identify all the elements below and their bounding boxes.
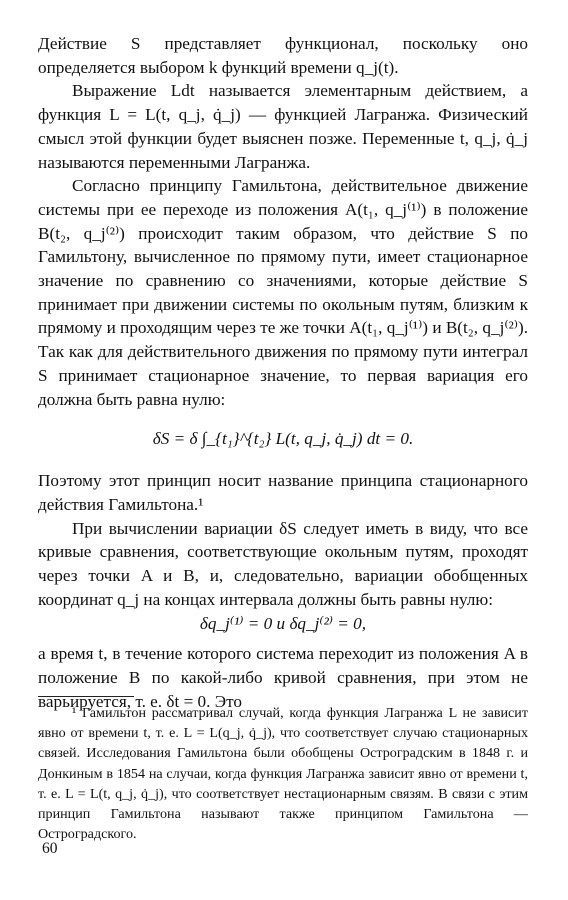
- paragraph-2: Выражение Ldt называется элементарным действием, а функция L = L(t, q_j, q̇_j) — функцией Лагранжа. Физический смысл этой функции будет выяснен позже. Переменные t, q_j, q̇_j называются переменными Лагранжа.: [38, 81, 528, 172]
- equation-hamilton-variation: δS = δ ∫_{t₁}^{t₂} L(t, q_j, q̇_j) dt = 0.: [152, 429, 414, 449]
- footnote-separator: [38, 696, 134, 697]
- equation-endpoint-variations: δq_j⁽¹⁾ = 0 и δq_j⁽²⁾ = 0,: [199, 614, 367, 634]
- paragraph-4: Поэтому этот принцип носит название принципа стационарного действия Гамильтона.¹: [38, 471, 528, 514]
- paragraph-5: При вычислении вариации δS следует иметь в виду, что все кривые сравнения, соответствующие окольным путям, проходят через точки A и B, и, следовательно, вариации обобщенных координат q_j на концах интервала должны быть равны нулю:: [38, 518, 528, 609]
- paragraph-6: а время t, в течение которого система переходит из положения A в положение B по какой-либо кривой сравнения, при этом не варьируется, т. е. δt = 0. Это: [38, 644, 528, 711]
- paragraph-3: Согласно принципу Гамильтона, действительное движение системы при ее переходе из положения A(t₁, q_j⁽¹⁾) в положение B(t₂, q_j⁽²⁾) происходит таким образом, что действие S по Гамильтону, вычисленное по прямому пути, имеет стационарное значение по сравнению со значениями, которые действие S принимает при движении системы по окольным путям, близким к прямому и проходящим через те же точки A(t₁, q_j⁽¹⁾) и B(t₂, q_j⁽²⁾). Так как для действительного движения по прямому пути интеграл S принимает стационарное значение, то первая вариация его должна быть равна нулю:: [38, 176, 528, 409]
- page-number: 60: [42, 840, 58, 857]
- main-text: [38, 32, 528, 713]
- footnote-text: ¹ Гамильтон рассматривал случай, когда функция Лагранжа L не зависит явно от времени t, т. е. L = L(q_j, q̇_j), что соответствует случаю стационарных связей. Исследования Гамильтона были обобщены Остроградским в 1848 г. и Донкиным в 1854 на случаи, когда функция Лагранжа зависит явно от времени t, т. е. L = L(t, q_j, q̇_j), что соответствует нестационарным связям. В связи с этим принцип Гамильтона называют также принципом Гамильтона — Остроградского.: [38, 705, 528, 843]
- footnote: [38, 703, 528, 844]
- paragraph-1: Действие S представляет функционал, поскольку оно определяется выбором k функций времени q_j(t).: [38, 34, 528, 77]
